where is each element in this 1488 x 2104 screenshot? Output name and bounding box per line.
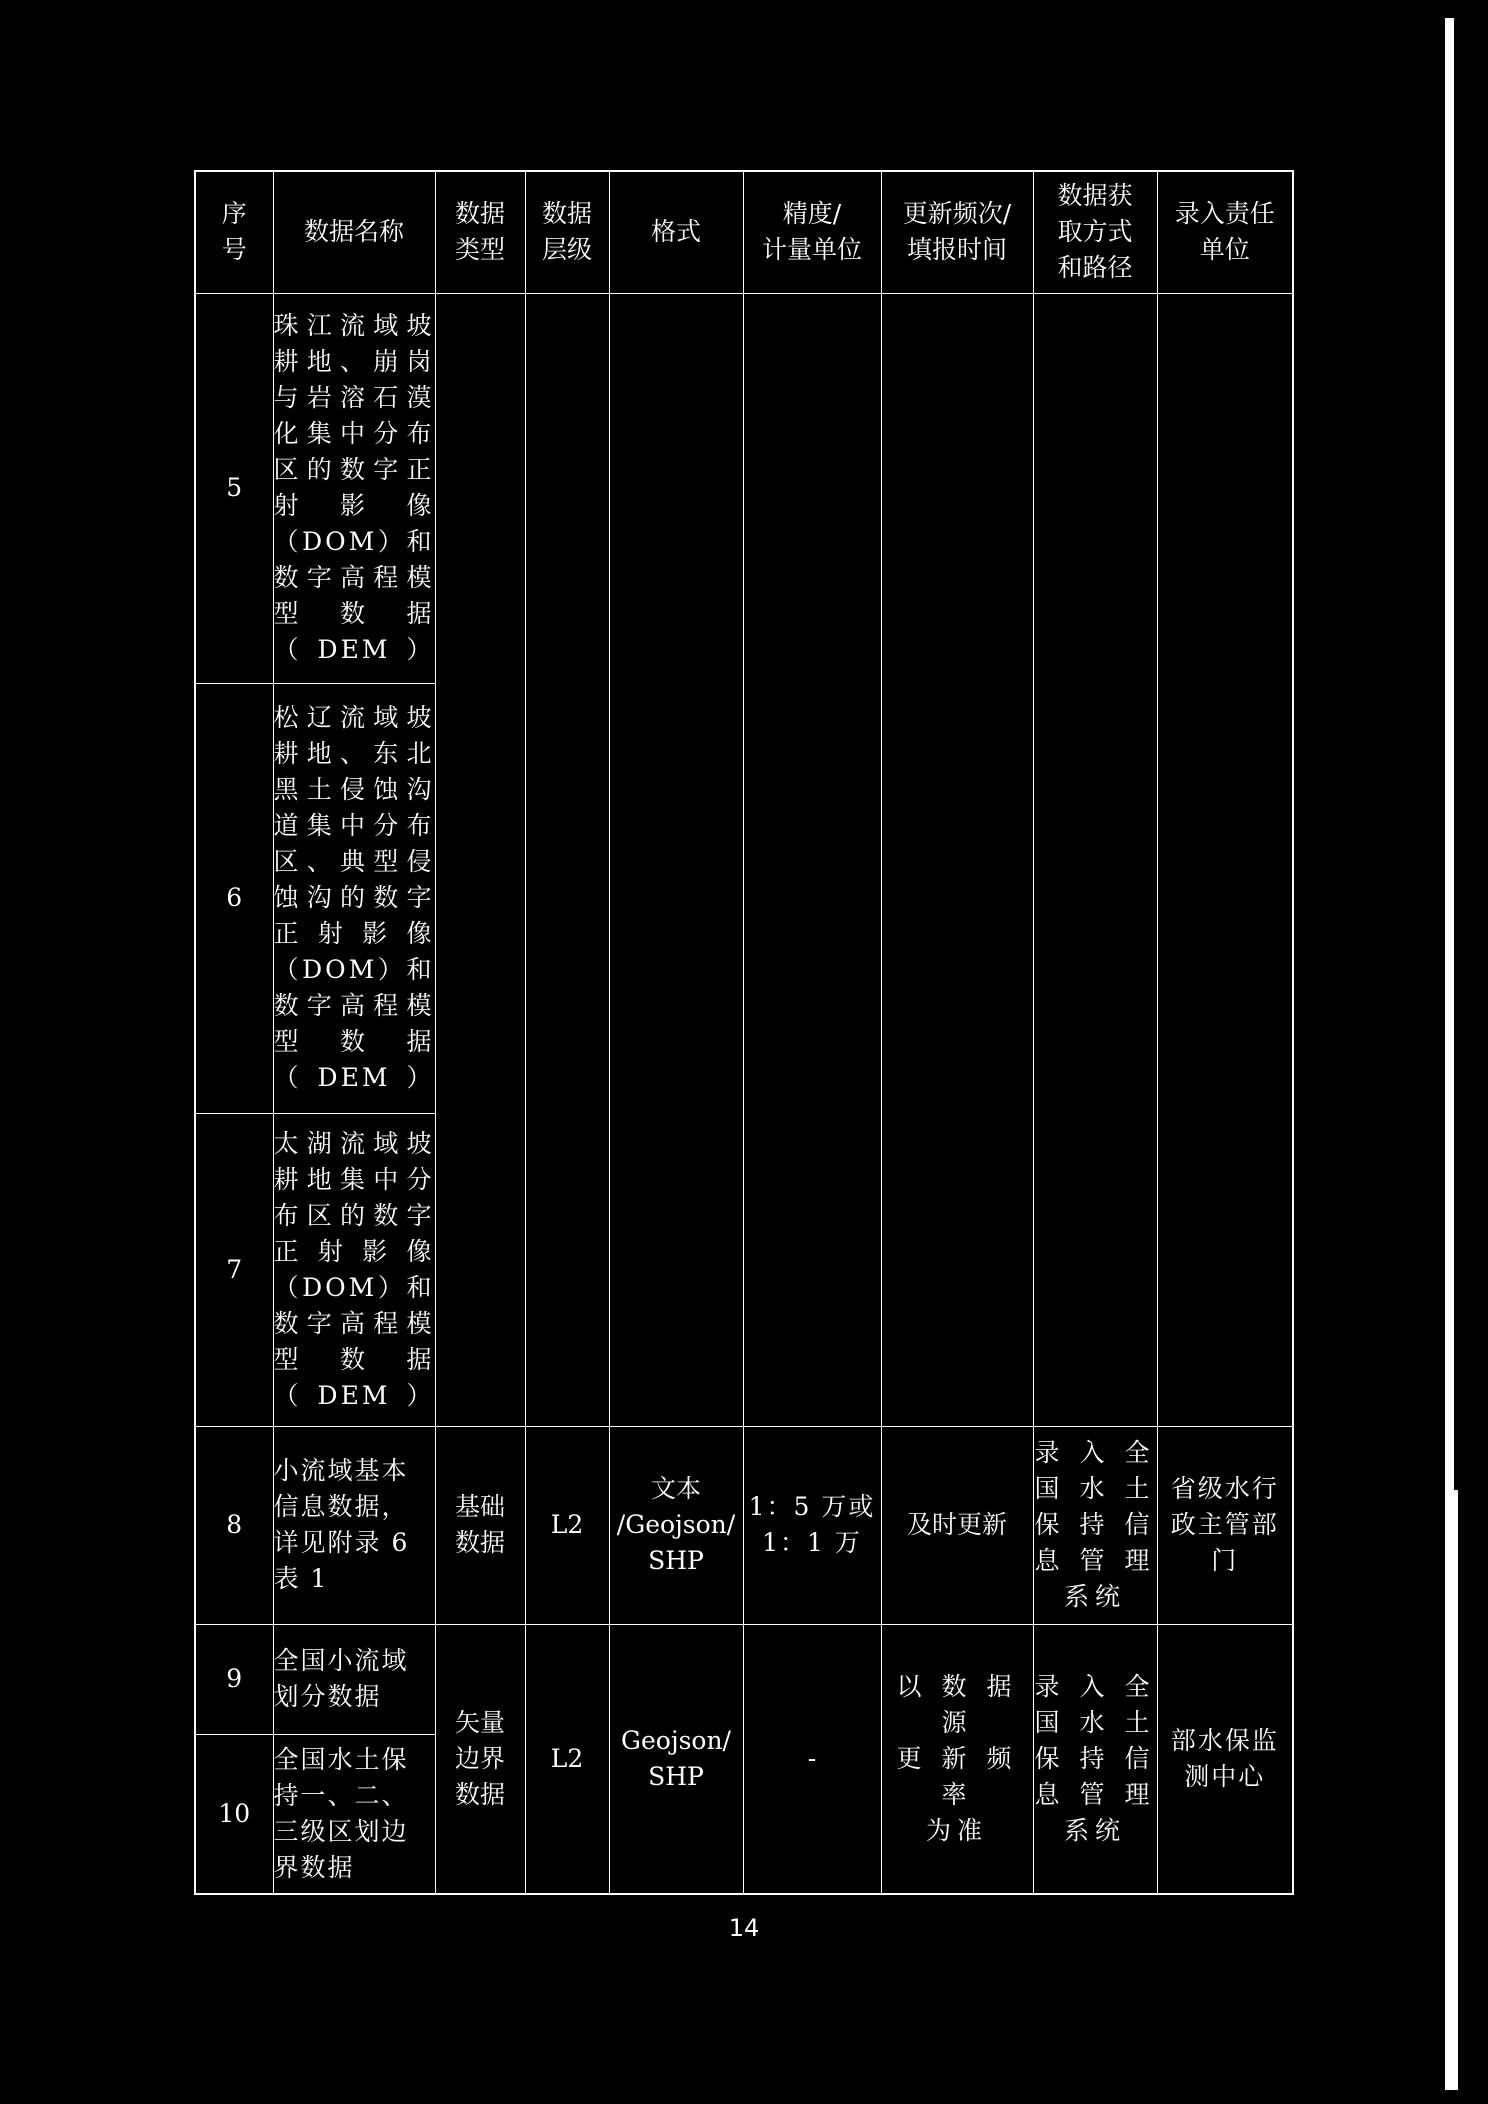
- row-data-type: 基础 数据: [435, 1426, 525, 1624]
- header-data-level: 数据 层级: [525, 171, 609, 293]
- merged-format-cell: [609, 293, 743, 1426]
- row-data-name: 珠江流域坡 耕地、崩岗 与岩溶石漠 化集中分布 区的数字正 射 影 像 （DOM）和 数字高程模 型 数 据 （DEM）: [273, 293, 435, 683]
- header-format: 格式: [609, 171, 743, 293]
- row-precision: 1：5 万或 1：1 万: [743, 1426, 881, 1624]
- row-data-name: 松辽流域坡 耕地、东北 黑土侵蚀沟 道集中分布 区、典型侵 蚀沟的数字 正 射 影 像 （DOM）和 数字高程模 型 数 据 （DEM）: [273, 683, 435, 1113]
- group-data-type: 矢量 边界 数据: [435, 1624, 525, 1894]
- row-format: 文本 /Geojson/ SHP: [609, 1426, 743, 1624]
- header-row: [195, 171, 1293, 293]
- group-data-level: L2: [525, 1624, 609, 1894]
- merged-precision-cell: [743, 293, 881, 1426]
- row-data-name: 全国水土保 持一、二、 三级区划边 界数据: [273, 1734, 435, 1894]
- merged-update-cell: [881, 293, 1033, 1426]
- row-seq: 5: [195, 293, 273, 683]
- row-seq: 6: [195, 683, 273, 1113]
- table-row: [195, 1426, 1293, 1624]
- group-precision: -: [743, 1624, 881, 1894]
- group-format: Geojson/ SHP: [609, 1624, 743, 1894]
- header-seq: 序 号: [195, 171, 273, 293]
- header-data-name: 数据名称: [273, 171, 435, 293]
- row-data-name: 小流域基本 信息数据， 详见附录 6 表 1: [273, 1426, 435, 1624]
- merged-unit-cell: [1157, 293, 1293, 1426]
- data-table: [194, 170, 1294, 1895]
- header-precision: 精度/ 计量单位: [743, 171, 881, 293]
- row-data-level: L2: [525, 1426, 609, 1624]
- merged-level-cell: [525, 293, 609, 1426]
- merged-source-cell: [1033, 293, 1157, 1426]
- page-number: 14: [728, 1914, 760, 1942]
- table-row: [195, 1624, 1293, 1734]
- row-seq: 8: [195, 1426, 273, 1624]
- row-data-name: 太湖流域坡 耕地集中分 布区的数字 正 射 影 像 （DOM）和 数字高程模 型 数 据 （DEM）: [273, 1113, 435, 1426]
- row-source: 录 入 全 国 水 土 保 持 信 息 管 理 系统: [1033, 1426, 1157, 1624]
- row-update: 及时更新: [881, 1426, 1033, 1624]
- table-row: [195, 293, 1293, 683]
- page-edge-notch: [1453, 1490, 1458, 2090]
- merged-type-cell: [435, 293, 525, 1426]
- row-unit: 省级水行 政主管部 门: [1157, 1426, 1293, 1624]
- row-seq: 10: [195, 1734, 273, 1894]
- header-data-type: 数据 类型: [435, 171, 525, 293]
- header-update-frequency: 更新频次/ 填报时间: [881, 171, 1033, 293]
- row-seq: 7: [195, 1113, 273, 1426]
- row-data-name: 全国小流域 划分数据: [273, 1624, 435, 1734]
- header-acquisition: 数据获 取方式 和路径: [1033, 171, 1157, 293]
- group-unit: 部水保监 测中心: [1157, 1624, 1293, 1894]
- header-responsible-unit: 录入责任 单位: [1157, 171, 1293, 293]
- group-source: 录 入 全 国 水 土 保 持 信 息 管 理 系统: [1033, 1624, 1157, 1894]
- group-update: 以 数 据 源 更 新 频 率 为准: [881, 1624, 1033, 1894]
- row-seq: 9: [195, 1624, 273, 1734]
